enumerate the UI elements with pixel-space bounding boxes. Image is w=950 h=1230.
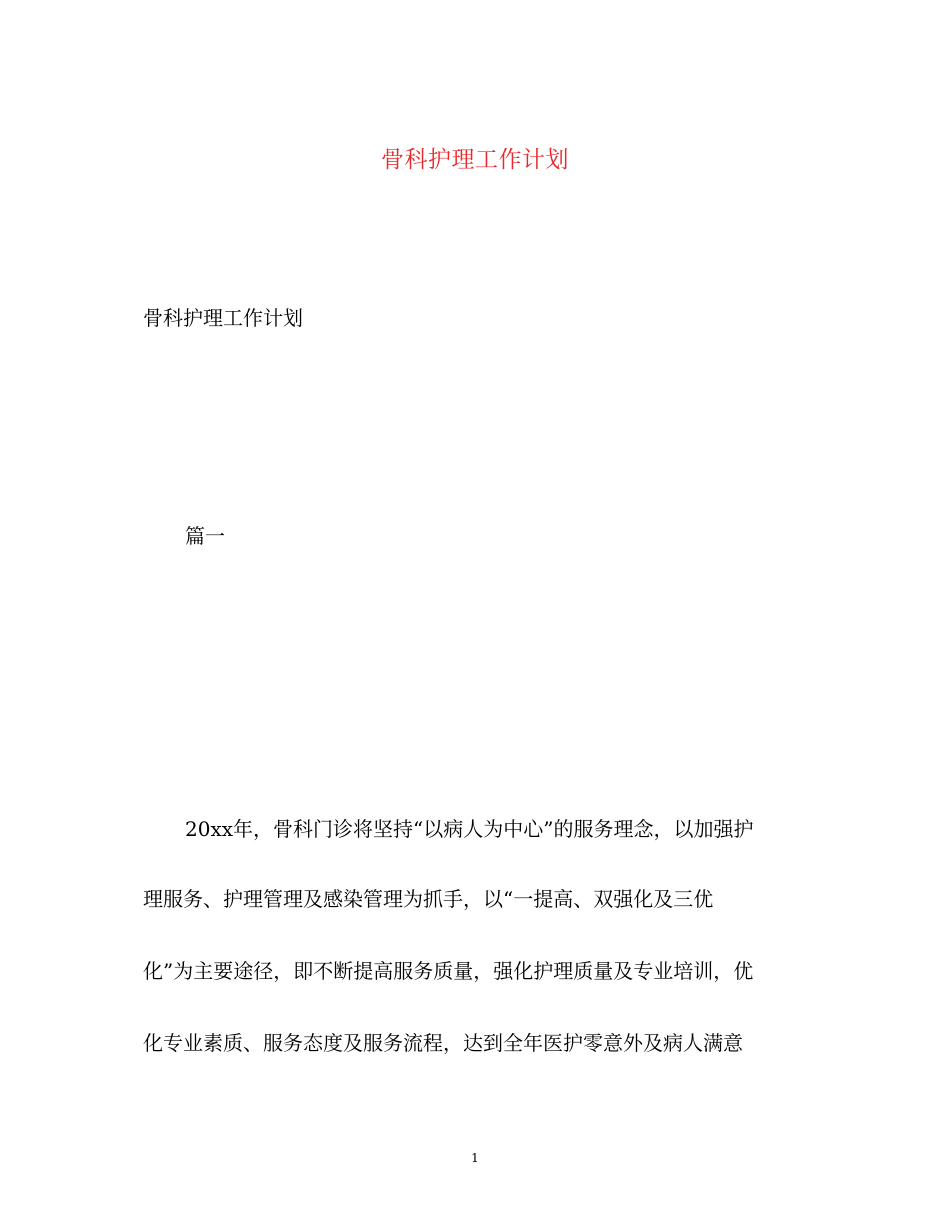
page-number: 1: [471, 1151, 479, 1165]
paragraph-line: 化专业素质、服务态度及服务流程，达到全年医护零意外及病人满意: [143, 1031, 743, 1055]
paragraph-line: 化”为主要途径，即不断提高服务质量，强化护理质量及专业培训，优: [143, 959, 754, 983]
paragraph-line: 理服务、护理管理及感染管理为抓手，以“一提高、双强化及三优: [143, 887, 714, 911]
document-subtitle: 骨科护理工作计划: [143, 306, 303, 330]
document-title: 骨科护理工作计划: [381, 147, 569, 173]
paragraph-line: 20xx年，骨科门诊将坚持“以病人为中心”的服务理念，以加强护: [185, 817, 754, 841]
section-label: 篇一: [185, 524, 225, 548]
